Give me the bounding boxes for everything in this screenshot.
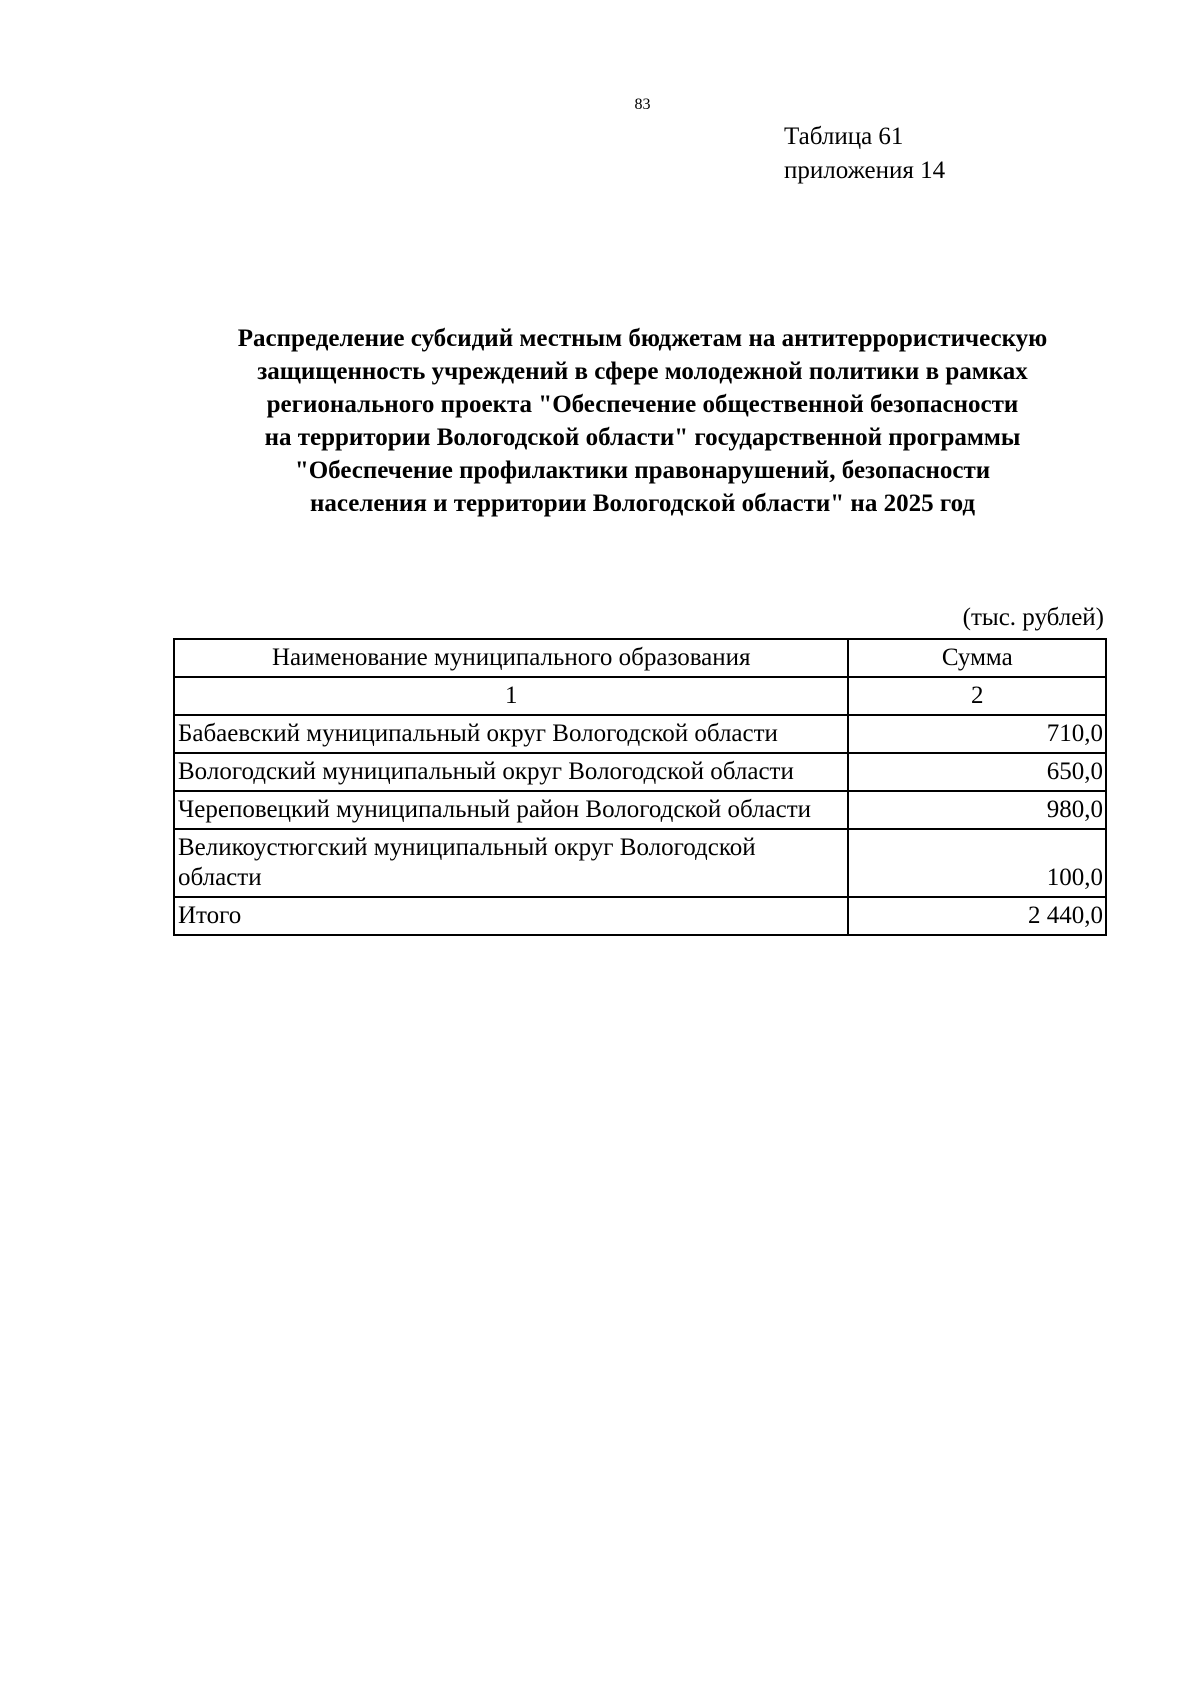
title-line: "Обеспечение профилактики правонарушений, безопасности [294,457,991,484]
table-row [174,753,1106,791]
municipality-name: Череповецкий муниципальный район Вологодской области [174,791,848,829]
table-label: Таблица 61 [784,123,904,150]
column-number: 2 [848,677,1106,715]
total-row [174,897,1106,935]
table-reference [784,120,945,188]
total-label: Итого [174,897,848,935]
total-amount: 2 440,0 [848,897,1106,935]
subsidy-amount: 650,0 [848,753,1106,791]
table-header-row [174,639,1106,677]
title-line: регионального проекта "Обеспечение общественной безопасности [266,391,1019,418]
column-numbers-row [174,677,1106,715]
municipality-name: Великоустюгский муниципальный округ Вологодской области [174,829,848,897]
column-header-name: Наименование муниципального образования [174,639,848,677]
column-number: 1 [174,677,848,715]
column-header-amount: Сумма [848,639,1106,677]
title-line: Распределение субсидий местным бюджетам на антитеррористическую [237,325,1048,352]
units-label: (тыс. рублей) [962,604,1104,631]
appendix-label: приложения 14 [784,157,946,184]
title-line: защищенность учреждений в сфере молодежной политики в рамках [257,358,1028,385]
municipality-name: Бабаевский муниципальный округ Вологодской области [174,715,848,753]
document-title [180,322,1105,520]
title-line: на территории Вологодской области" государственной программы [264,424,1021,451]
table-row [174,791,1106,829]
title-line: населения и территории Вологодской области" на 2025 год [310,490,975,517]
subsidy-amount: 710,0 [848,715,1106,753]
table-row [174,829,1106,897]
table-row [174,715,1106,753]
subsidy-amount: 100,0 [848,829,1106,897]
subsidy-amount: 980,0 [848,791,1106,829]
page-number: 83 [634,96,651,113]
municipality-name: Вологодский муниципальный округ Вологодской области [174,753,848,791]
subsidy-table [173,638,1107,936]
